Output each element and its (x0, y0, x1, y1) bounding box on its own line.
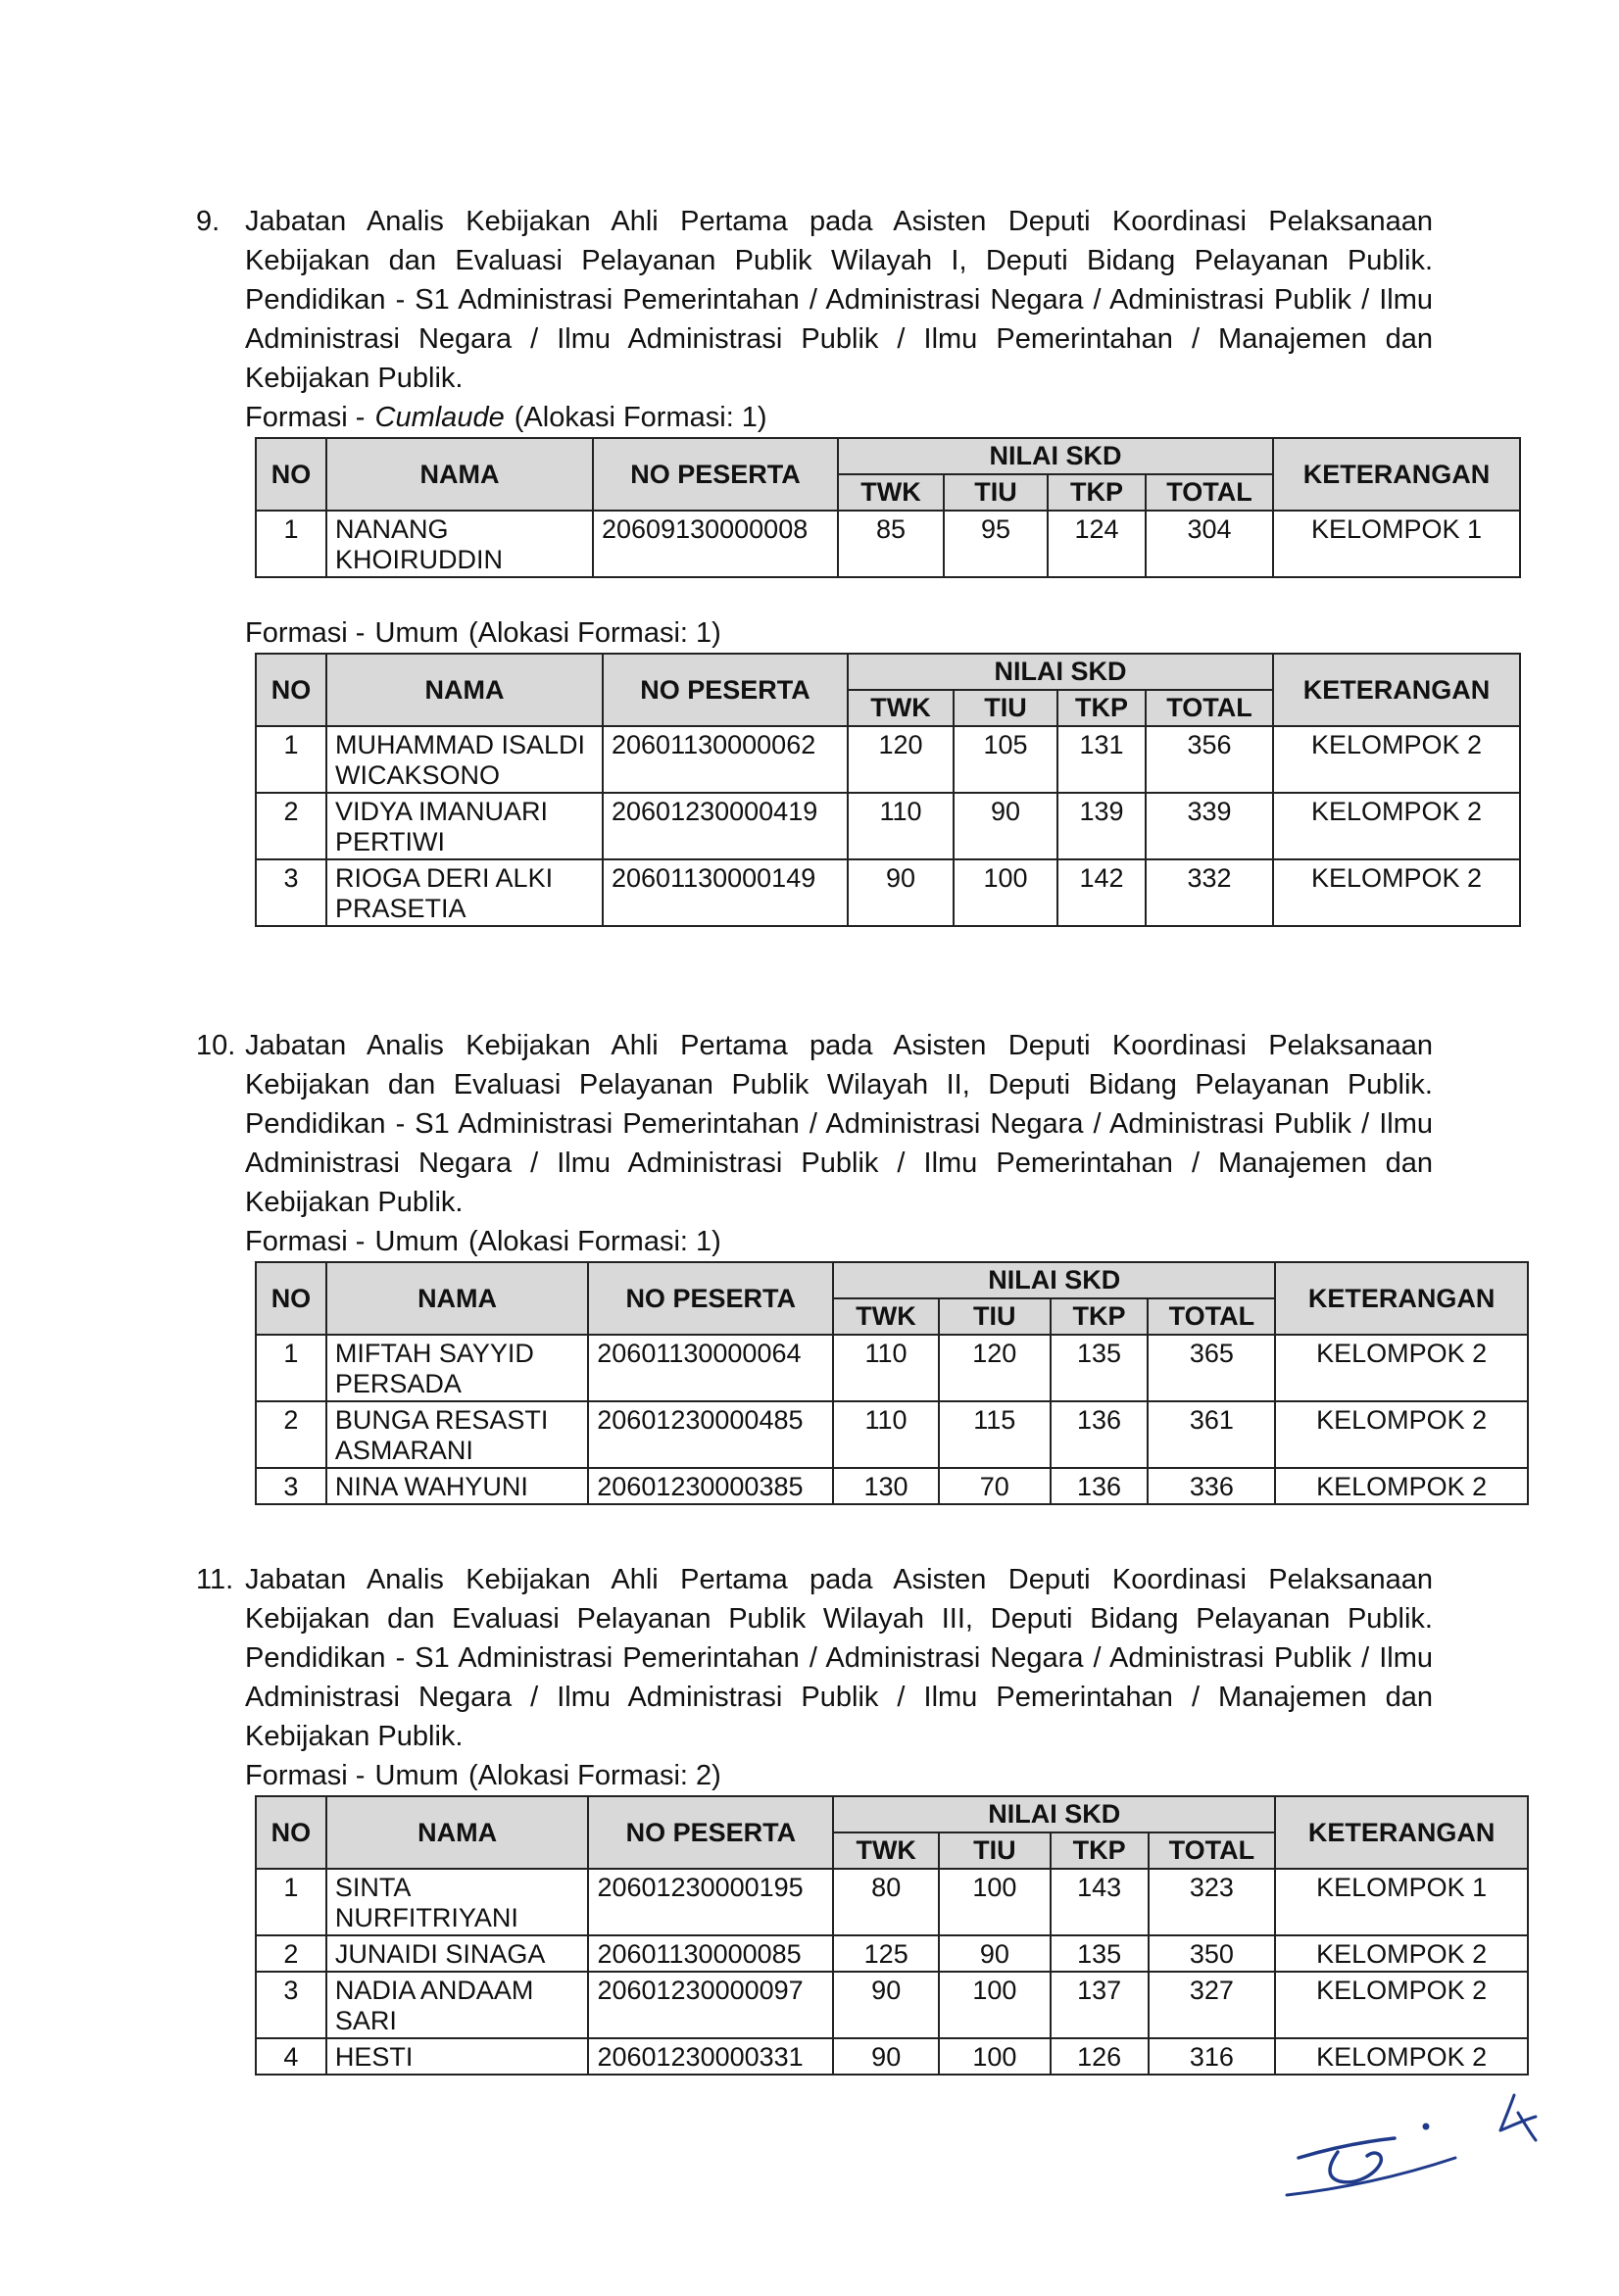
header-tiu: TIU (939, 1298, 1051, 1335)
header-no: NO (256, 654, 326, 726)
header-keterangan: KETERANGAN (1275, 1796, 1528, 1869)
header-total: TOTAL (1146, 474, 1273, 511)
header-nama: NAMA (326, 1796, 589, 1869)
header-twk: TWK (833, 1298, 939, 1335)
table-row: 1 SINTA NURFITRIYANI 20601230000195 80 100 143 323 KELOMPOK 1 (256, 1869, 1528, 1935)
header-twk: TWK (838, 474, 944, 511)
header-tiu: TIU (939, 1832, 1051, 1869)
table-row: 4 HESTI 20601230000331 90 100 126 316 KELOMPOK 2 (256, 2038, 1528, 2075)
header-nilai-skd: NILAI SKD (838, 438, 1273, 474)
position-title: Jabatan Analis Kebijakan Ahli Pertama pada Asisten Deputi Koordinasi Pelaksanaan Kebijakan dan Evaluasi Pelayanan Publik Wilayah II, Deputi Bidang Pelayanan Publik. (245, 1030, 1433, 1100)
header-total: TOTAL (1148, 1298, 1275, 1335)
formation-allocation: (Alokasi Formasi: 1) (514, 402, 767, 433)
header-no-peserta: NO PESERTA (588, 1796, 833, 1869)
formation-category: Cumlaude (374, 402, 505, 433)
table-row: 1 NANANG KHOIRUDDIN 20609130000008 85 95 124 304 KELOMPOK 1 (256, 511, 1520, 577)
header-nilai-skd: NILAI SKD (833, 1796, 1275, 1832)
formation-label: Formasi - Cumlaude (Alokasi Formasi: 1) (245, 402, 767, 433)
results-table (255, 1795, 1529, 2076)
education-requirement: Pendidikan - S1 Administrasi Pemerintahan / Administrasi Negara / Administrasi Publik / Ilmu Administrasi Negara / Ilmu Administrasi Publik / Ilmu Pemerintahan / Manajemen dan Kebijakan Publik. (245, 284, 1433, 394)
table-row: 1 MUHAMMAD ISALDI WICAKSONO 20601130000062 120 105 131 356 KELOMPOK 2 (256, 726, 1520, 793)
header-keterangan: KETERANGAN (1273, 438, 1520, 511)
section-number: 9. (196, 206, 221, 237)
header-nilai-skd: NILAI SKD (848, 654, 1273, 690)
position-title: Jabatan Analis Kebijakan Ahli Pertama pada Asisten Deputi Koordinasi Pelaksanaan Kebijakan dan Evaluasi Pelayanan Publik Wilayah III, Deputi Bidang Pelayanan Publik. (245, 1564, 1433, 1635)
education-requirement: Pendidikan - S1 Administrasi Pemerintahan / Administrasi Negara / Administrasi Publik / Ilmu Administrasi Negara / Ilmu Administrasi Publik / Ilmu Pemerintahan / Manajemen dan Kebijakan Publik. (245, 1108, 1433, 1218)
header-tiu: TIU (944, 474, 1048, 511)
formation-category: Umum (374, 1760, 459, 1791)
table-row: 2 BUNGA RESASTI ASMARANI 20601230000485 110 115 136 361 KELOMPOK 2 (256, 1401, 1528, 1468)
header-total: TOTAL (1149, 1832, 1276, 1869)
formation-category: Umum (374, 617, 459, 649)
formation-label: Formasi - Umum (Alokasi Formasi: 2) (245, 1760, 721, 1791)
header-no: NO (256, 1796, 326, 1869)
header-nama: NAMA (326, 438, 593, 511)
signature-initials (1279, 2087, 1553, 2215)
table-row: 3 RIOGA DERI ALKI PRASETIA 20601130000149 90 100 142 332 KELOMPOK 2 (256, 859, 1520, 926)
section-heading (196, 202, 1529, 398)
header-nama: NAMA (326, 654, 603, 726)
section-heading (196, 1560, 1529, 1756)
header-twk: TWK (848, 690, 954, 726)
header-no: NO (256, 438, 326, 511)
table-row: 3 NADIA ANDAAM SARI 20601230000097 90 100 137 327 KELOMPOK 2 (256, 1972, 1528, 2038)
formation-allocation: (Alokasi Formasi: 1) (467, 617, 721, 649)
header-keterangan: KETERANGAN (1275, 1262, 1528, 1335)
formation-allocation: (Alokasi Formasi: 2) (467, 1760, 721, 1791)
formation-allocation: (Alokasi Formasi: 1) (467, 1226, 721, 1257)
header-no-peserta: NO PESERTA (588, 1262, 833, 1335)
header-tkp: TKP (1048, 474, 1146, 511)
results-table (255, 1261, 1529, 1505)
table-row: 2 JUNAIDI SINAGA 20601130000085 125 90 135 350 KELOMPOK 2 (256, 1935, 1528, 1972)
header-tiu: TIU (954, 690, 1057, 726)
section-9 (196, 202, 1529, 927)
table-row: 3 NINA WAHYUNI 20601230000385 130 70 136 336 KELOMPOK 2 (256, 1468, 1528, 1504)
header-nilai-skd: NILAI SKD (833, 1262, 1275, 1298)
header-tkp: TKP (1051, 1832, 1149, 1869)
education-requirement: Pendidikan - S1 Administrasi Pemerintahan / Administrasi Negara / Administrasi Publik / Ilmu Administrasi Negara / Ilmu Administrasi Publik / Ilmu Pemerintahan / Manajemen dan Kebijakan Publik. (245, 1642, 1433, 1752)
section-number: 10. (196, 1030, 236, 1061)
header-tkp: TKP (1051, 1298, 1149, 1335)
formation-label: Formasi - Umum (Alokasi Formasi: 1) (245, 1226, 721, 1257)
header-total: TOTAL (1146, 690, 1273, 726)
header-no: NO (256, 1262, 326, 1335)
section-number: 11. (196, 1564, 234, 1595)
table-row: 2 VIDYA IMANUARI PERTIWI 20601230000419 110 90 139 339 KELOMPOK 2 (256, 793, 1520, 859)
section-11 (196, 1560, 1529, 2076)
section-10 (196, 1026, 1529, 1505)
formation-category: Umum (374, 1226, 459, 1257)
header-nama: NAMA (326, 1262, 588, 1335)
header-no-peserta: NO PESERTA (603, 654, 848, 726)
header-twk: TWK (833, 1832, 939, 1869)
header-no-peserta: NO PESERTA (593, 438, 838, 511)
position-title: Jabatan Analis Kebijakan Ahli Pertama pada Asisten Deputi Koordinasi Pelaksanaan Kebijakan dan Evaluasi Pelayanan Publik Wilayah I, Deputi Bidang Pelayanan Publik. (245, 206, 1433, 276)
results-table (255, 653, 1521, 927)
formation-label: Formasi - Umum (Alokasi Formasi: 1) (245, 617, 721, 649)
results-table (255, 437, 1521, 578)
table-row: 1 MIFTAH SAYYID PERSADA 20601130000064 110 120 135 365 KELOMPOK 2 (256, 1335, 1528, 1401)
section-heading (196, 1026, 1529, 1222)
header-keterangan: KETERANGAN (1273, 654, 1520, 726)
header-tkp: TKP (1057, 690, 1146, 726)
